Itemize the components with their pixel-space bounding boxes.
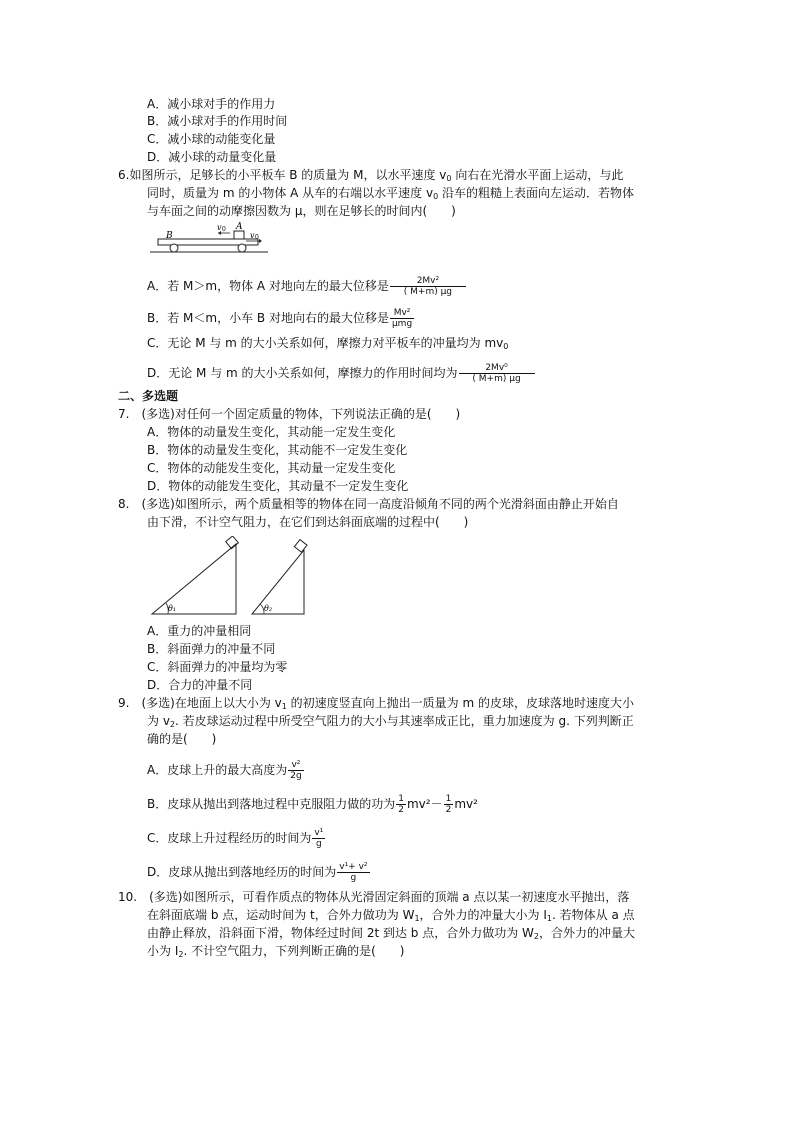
q6-stem-line1: 6.如图所示，足够长的小平板车 B 的质量为 M，以水平速度 $v_0$ 向右在光滑水平面上运动，与此	[118, 168, 624, 183]
q6-stem-line3: 与车面之间的动摩擦因数为 μ，则在足够长的时间内( )	[147, 204, 456, 218]
q8-stem-line2: 由下滑，不计空气阻力，在它们到达斜面底端的过程中( )	[147, 515, 469, 529]
q9-option-c: C．皮球上升过程经历的时间为 $\frac{\text{v¹}}{g}$	[147, 828, 324, 849]
q7-option-d: D．物体的动能发生变化，其动量不一定发生变化	[147, 479, 409, 493]
fig-label-a: A	[236, 222, 243, 232]
q9-option-d: D．皮球从抛出到落地经历的时间为 $\frac{\text{v¹+ v²}}{g}$	[147, 862, 368, 883]
fig-label-b: B	[166, 231, 173, 241]
q9-stem-line3: 确的是( )	[147, 732, 217, 746]
fig-label-v-right-sub: 0	[255, 234, 259, 241]
fig-label-v-left: v	[217, 223, 222, 232]
fig-label-v-left-sub: 0	[222, 226, 226, 233]
q6-stem-line2: 同时，质量为 m 的小物体 A 从车的右端以水平速度 $v_0$ 沿车的粗糙上表面向左运动．若物体	[147, 186, 634, 201]
q10-stem-line2: 在斜面底端 b 点，运动时间为 t，合外力做功为 $W_1$，合外力的冲量大小为 $I_1$. 若物体从 a 点	[147, 908, 635, 923]
q5-option-b: B．减小球对手的作用时间	[147, 114, 288, 128]
q10-stem-line1: 10. (多选)如图所示，可看作质点的物体从光滑固定斜面的顶端 a 点以某一初速度水平抛出，落	[118, 890, 630, 904]
q7-stem: 7. (多选)对任何一个固定质量的物体，下列说法正确的是( )	[118, 407, 461, 421]
q10-stem-line4: 小为 $I_2$. 不计空气阻力，下列判断正确的是( )	[147, 944, 405, 959]
q6-option-a: A．若 M＞m，物体 A 对地向左的最大位移是 $\frac{\text{2Mv²}}{( M+m) \mu g}$	[147, 276, 467, 297]
q5-option-d: D．减小球的动量变化量	[147, 150, 277, 164]
q9-option-a: A．皮球上升的最大高度为 $\frac{\text{v²}}{2g}$	[147, 760, 302, 781]
q9-stem-line1: 9. (多选)在地面上以大小为 $v_1$ 的初速度竖直向上抛出一质量为 m 的皮球，皮球落地时速度大小	[118, 696, 634, 711]
q7-option-a: A．物体的动量发生变化，其动能一定发生变化	[147, 425, 396, 439]
q6-cart-figure	[150, 222, 270, 254]
theta2-label: θ₂	[264, 604, 273, 613]
theta1-label: θ₁	[168, 604, 177, 613]
q6-option-b: B．若 M＜m，小车 B 对地向右的最大位移是 $\frac{\text{Mv²}}{\text{μmg}}$	[147, 308, 413, 329]
fig-label-v-right: v	[250, 231, 255, 240]
q8-option-a: A．重力的冲量相同	[147, 624, 252, 638]
q6-option-d: D．无论 M 与 m 的大小关系如何，摩擦力的作用时间均为 $\frac{\text{2Mv⁰}}{( M+m) \mu g}$	[147, 363, 536, 384]
q6-option-c: C．无论 M 与 m 的大小关系如何，摩擦力对平板车的冲量均为 $mv_0$	[147, 336, 509, 351]
section-heading: 二、多选题	[118, 389, 179, 403]
q7-option-b: B．物体的动量发生变化，其动能不一定发生变化	[147, 443, 408, 457]
q8-stem-line1: 8. (多选)如图所示，两个质量相等的物体在同一高度沿倾角不同的两个光滑斜面由静止开始自	[118, 497, 619, 511]
q5-option-a: A．减小球对手的作用力	[147, 97, 276, 111]
q9-stem-line2: 为 $v_2$. 若皮球运动过程中所受空气阻力的大小与其速率成正比，重力加速度为 g. 下列判断正	[147, 714, 634, 729]
q10-stem-line3: 由静止释放，沿斜面下滑，物体经过时间 2t 到达 b 点，合外力做功为 $W_2$，合外力的冲量大	[147, 926, 636, 941]
q8-option-d: D．合力的冲量不同	[147, 678, 253, 692]
q7-option-c: C．物体的动能发生变化，其动量一定发生变化	[147, 461, 396, 475]
q8-inclines-figure	[148, 536, 338, 618]
q8-option-b: B．斜面弹力的冲量不同	[147, 642, 276, 656]
q5-option-c: C．减小球的动能变化量	[147, 132, 276, 146]
q9-option-b: B．皮球从抛出到落地过程中克服阻力做的功为 $\frac{1}{2}$ mv²－ $\frac{1}{2}$ mv²	[147, 794, 478, 815]
q8-option-c: C．斜面弹力的冲量均为零	[147, 660, 288, 674]
